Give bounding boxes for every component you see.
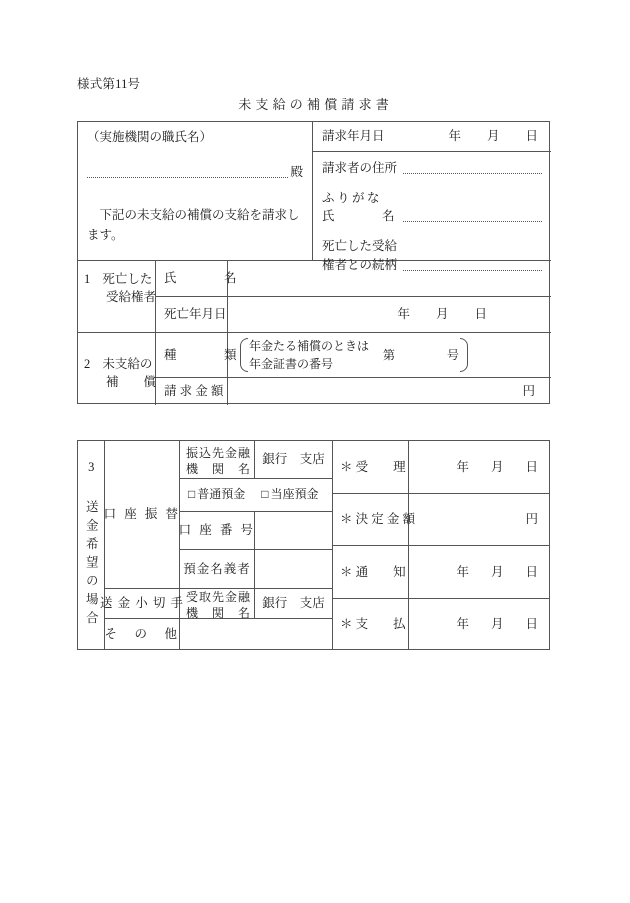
death-date-day: 日 bbox=[474, 307, 487, 322]
office-receipt-value[interactable] bbox=[409, 441, 550, 494]
form-number: 様式第11号 bbox=[77, 77, 141, 91]
request-date-row bbox=[313, 122, 551, 152]
claimant-name-label: 氏 名 bbox=[322, 209, 398, 224]
receiver-bank-name-label-line2: 機 関 名 bbox=[186, 605, 252, 620]
method-bank-transfer[interactable]: 口 座 振 替 bbox=[105, 441, 180, 589]
section2-title-line1: 未支給の bbox=[102, 357, 153, 371]
death-date-value[interactable] bbox=[228, 297, 551, 333]
office-receipt-day: 日 bbox=[525, 459, 538, 474]
remittance-table bbox=[77, 440, 550, 650]
deceased-name-label: 氏 名 bbox=[156, 261, 228, 297]
death-date-month: 月 bbox=[435, 307, 449, 322]
addressee-input-line[interactable] bbox=[87, 163, 303, 181]
checkbox-square-icon[interactable]: □ bbox=[261, 487, 269, 502]
office-payment-value[interactable] bbox=[409, 599, 550, 649]
office-payment-day: 日 bbox=[525, 616, 538, 631]
office-notice-month: 月 bbox=[490, 564, 504, 579]
office-notice-year: 年 bbox=[456, 564, 469, 579]
deceased-name-value[interactable] bbox=[228, 261, 551, 297]
office-payment-month: 月 bbox=[490, 616, 504, 631]
checkbox-checking-deposit[interactable]: □ 当座預金 bbox=[261, 487, 319, 502]
office-decided-amount-label: ＊ 決 定 金 額 bbox=[333, 494, 409, 546]
request-date-year: 年 bbox=[448, 129, 461, 144]
account-number-value[interactable] bbox=[255, 512, 333, 550]
section1-number: 1 bbox=[84, 272, 91, 286]
death-date-fields[interactable] bbox=[397, 305, 487, 323]
section2-title bbox=[78, 333, 156, 405]
request-date-month: 月 bbox=[486, 129, 500, 144]
other-method-value[interactable] bbox=[180, 619, 333, 649]
request-date-day: 日 bbox=[525, 129, 538, 144]
office-decided-amount-value[interactable] bbox=[409, 494, 550, 546]
section1-title-line2: 受給権者 bbox=[106, 290, 157, 305]
section1-title-line1: 死亡した bbox=[102, 272, 153, 286]
section2-number: 2 bbox=[84, 357, 91, 371]
office-receipt-month: 月 bbox=[490, 459, 504, 474]
compensation-kind-value[interactable] bbox=[228, 333, 551, 378]
office-payment-label: ＊ 支 払 bbox=[333, 599, 409, 649]
claimant-address-row[interactable] bbox=[322, 159, 542, 177]
office-notice-value[interactable] bbox=[409, 546, 550, 599]
relation-label-line2: 権者との続柄 bbox=[322, 257, 398, 272]
claimant-name-row[interactable] bbox=[322, 207, 542, 225]
transfer-bank-name-value[interactable]: 銀行 支店 bbox=[255, 441, 333, 479]
agency-name-label: （実施機関の職氏名） bbox=[87, 130, 213, 144]
office-notice-day: 日 bbox=[525, 564, 538, 579]
relation-label-line1: 死亡した受給 bbox=[322, 239, 398, 254]
death-date-label: 死亡年月日 bbox=[156, 297, 228, 333]
office-notice-label: ＊ 通 知 bbox=[333, 546, 409, 599]
method-remittance-check[interactable]: 送 金 小 切 手 bbox=[105, 589, 180, 619]
method-other[interactable]: そ の 他 bbox=[105, 619, 180, 649]
claim-amount-value[interactable] bbox=[228, 378, 551, 405]
pension-number-fields[interactable] bbox=[383, 346, 459, 364]
main-table bbox=[77, 121, 550, 404]
transfer-bank-name-label-line1: 振込先金融 bbox=[186, 446, 252, 460]
checkbox-ordinary-deposit[interactable]: □ 普通預金 bbox=[188, 487, 246, 502]
checkbox-square-icon[interactable]: □ bbox=[188, 487, 196, 502]
claim-amount-unit: 円 bbox=[522, 384, 535, 399]
claimant-address-label: 請求者の住所 bbox=[322, 161, 398, 175]
addressee-block bbox=[78, 122, 313, 261]
office-payment-year: 年 bbox=[456, 616, 469, 631]
death-date-year: 年 bbox=[397, 307, 410, 322]
receiver-bank-name-label bbox=[180, 589, 255, 619]
deposit-type-row[interactable] bbox=[180, 479, 333, 512]
office-decided-amount-unit: 円 bbox=[525, 512, 538, 527]
pension-number-gou: 号 bbox=[447, 348, 460, 362]
pension-note-line1: 年金たる補償のときは bbox=[249, 339, 370, 353]
section3-vertical-title: 3 送金希望の場合 bbox=[78, 441, 105, 649]
claim-amount-label: 請 求 金 額 bbox=[156, 378, 228, 405]
request-sentence: 下記の未支給の補償の支給を請求します。 bbox=[87, 208, 300, 243]
receiver-bank-name-value[interactable]: 銀行 支店 bbox=[255, 589, 333, 619]
receiver-bank-name-label-line1: 受取先金融 bbox=[186, 590, 252, 604]
account-holder-value[interactable] bbox=[255, 550, 333, 589]
request-date-fields[interactable] bbox=[448, 127, 538, 145]
transfer-bank-name-label bbox=[180, 441, 255, 479]
account-number-label: 口 座 番 号 bbox=[180, 512, 255, 550]
compensation-kind-label: 種 類 bbox=[156, 333, 228, 378]
claimant-furigana-label: ふりがな bbox=[322, 191, 383, 206]
pension-number-dai: 第 bbox=[383, 348, 396, 362]
pension-note-line2: 年金証書の番号 bbox=[249, 357, 334, 371]
claimant-details-block bbox=[313, 152, 551, 272]
transfer-bank-name-label-line2: 機 関 名 bbox=[186, 462, 252, 477]
account-holder-label: 預金名義者 bbox=[180, 550, 255, 589]
honorific-dono: 殿 bbox=[290, 165, 303, 180]
addressee-dotted-line[interactable] bbox=[87, 177, 288, 178]
claimant-address-dotted-line[interactable] bbox=[403, 173, 542, 174]
office-receipt-label: ＊ 受 理 bbox=[333, 441, 409, 494]
section1-title bbox=[78, 261, 156, 333]
request-date-label: 請求年月日 bbox=[322, 129, 385, 144]
claimant-name-dotted-line[interactable] bbox=[403, 221, 542, 222]
office-receipt-year: 年 bbox=[456, 459, 469, 474]
section2-title-line2: 補 償 bbox=[106, 375, 157, 390]
pension-note-brace bbox=[240, 337, 468, 373]
page-title: 未支給の補償請求書 bbox=[238, 97, 393, 112]
